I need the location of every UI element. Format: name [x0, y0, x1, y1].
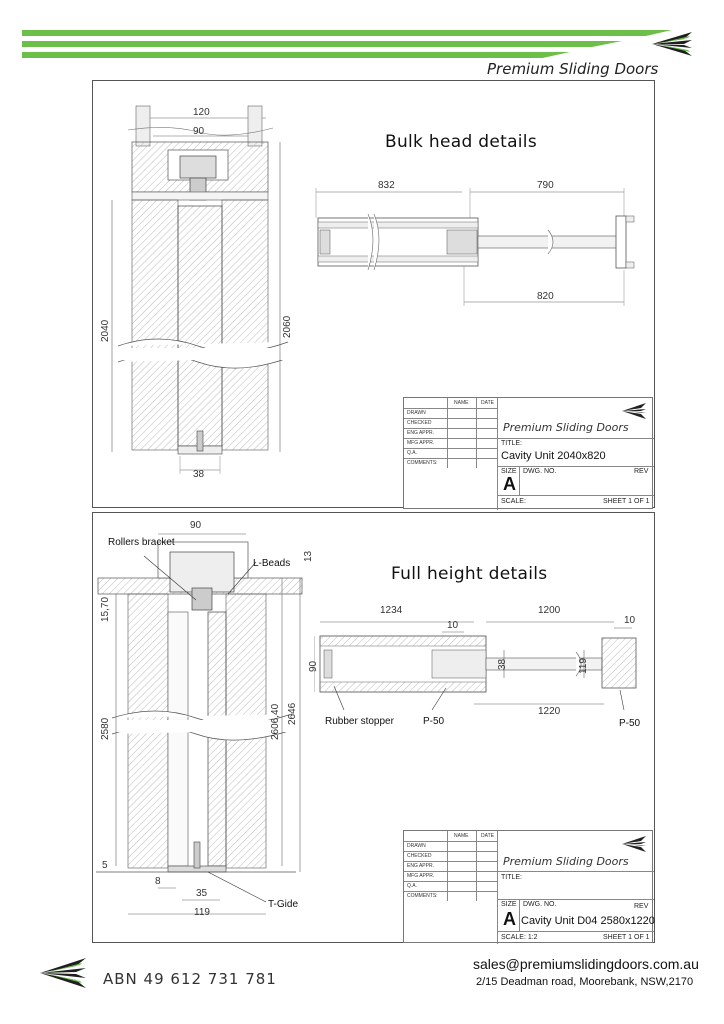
bh-dim-832: 832: [378, 180, 395, 191]
tb1-brand: Premium Sliding Doors: [503, 421, 629, 434]
bh-dim-790: 790: [537, 180, 554, 191]
tb2-logo-icon: [621, 835, 647, 853]
tb2-size-label: SIZE: [501, 901, 517, 908]
fh-dim-90: 90: [190, 520, 202, 531]
footer-email[interactable]: sales@premiumslidingdoors.com.au: [473, 956, 699, 972]
bulkhead-section-drawing: [98, 96, 313, 481]
fh-dim-35: 35: [196, 888, 208, 899]
label-p50-right: P-50: [619, 718, 641, 729]
fh-dim-8: 8: [155, 876, 161, 887]
tb1-scale: SCALE:: [501, 498, 526, 505]
tb2-row-eng: ENG APPR.: [407, 863, 434, 869]
titleblock-1: [403, 397, 653, 509]
fh-dim-2606-40: 2606,40: [270, 703, 281, 740]
label-rollers-bracket: Rollers bracket: [108, 537, 175, 548]
tb2-size: A: [503, 909, 516, 929]
header-brand: Premium Sliding Doors: [487, 60, 659, 78]
header-stripe-mid: [22, 41, 622, 47]
header-stripe-low: [22, 52, 570, 58]
tb2-brand: Premium Sliding Doors: [503, 855, 629, 868]
tb2-row-comments: COMMENTS:: [407, 893, 438, 899]
tb1-row-mfg: MFG APPR.: [407, 440, 435, 446]
tb1-col-name: NAME: [454, 400, 469, 406]
bulkhead-heading: Bulk head details: [385, 132, 537, 152]
fh-dim-2580: 2580: [100, 717, 111, 740]
tb1-size: A: [503, 474, 516, 494]
header-stripe-top: [22, 30, 672, 36]
fh-dim-15-70: 15,70: [100, 596, 111, 622]
tb2-row-drawn: DRAWN: [407, 843, 426, 849]
fh-dim-90-plan: 90: [308, 660, 319, 672]
fh-dim-1220: 1220: [538, 706, 561, 717]
fh-dim-10-left: 10: [447, 620, 459, 631]
tb1-row-comments: COMMENTS:: [407, 460, 438, 466]
bh-dim-2060: 2060: [282, 315, 293, 338]
tb2-title-label: TITLE:: [501, 874, 523, 881]
label-l-beads: L-Beads: [253, 558, 291, 569]
tb1-row-drawn: DRAWN: [407, 410, 426, 416]
tb2-sheet: SHEET 1 OF 1: [603, 934, 650, 941]
tb2-row-checked: CHECKED: [407, 853, 432, 859]
fh-dim-10-right: 10: [624, 615, 636, 626]
footer-abn: ABN 49 612 731 781: [103, 970, 277, 988]
bh-dim-38: 38: [193, 469, 205, 480]
bh-dim-2040: 2040: [100, 319, 111, 342]
tb2-rev-label: REV: [634, 903, 649, 910]
tb1-title: Cavity Unit 2040x820: [501, 450, 606, 462]
label-t-gide: T-Gide: [268, 899, 299, 910]
tb1-rev-label: REV: [634, 468, 649, 475]
fh-dim-119: 119: [194, 907, 210, 918]
tb2-row-qa: Q.A.: [407, 883, 418, 889]
footer-logo-icon: [38, 956, 88, 990]
tb2-col-name: NAME: [454, 833, 469, 839]
tb2-col-date: DATE: [481, 833, 494, 839]
fh-dim-38-plan: 38: [497, 658, 508, 670]
titleblock-2: [403, 830, 653, 943]
label-p50-left: P-50: [423, 716, 445, 727]
tb2-row-mfg: MFG APPR.: [407, 873, 435, 879]
fh-dim-1200: 1200: [538, 605, 561, 616]
fh-dim-1234: 1234: [380, 605, 403, 616]
tb1-row-checked: CHECKED: [407, 420, 432, 426]
label-rubber-stopper: Rubber stopper: [325, 716, 394, 727]
tb2-title: Cavity Unit D04 2580x1220: [521, 915, 655, 927]
bulkhead-plan-drawing: [312, 178, 647, 308]
footer-address: 2/15 Deadman road, Moorebank, NSW,2170: [476, 976, 694, 988]
fh-dim-119-plan: 119: [578, 658, 589, 674]
fh-dim-5: 5: [102, 860, 108, 871]
tb1-row-eng: ENG APPR.: [407, 430, 434, 436]
tb1-row-qa: Q.A.: [407, 450, 418, 456]
tb2-scale: SCALE: 1:2: [501, 934, 538, 941]
tb1-col-date: DATE: [481, 400, 494, 406]
fh-dim-2646: 2646: [287, 702, 298, 725]
bh-dim-820: 820: [537, 291, 554, 302]
tb1-logo-icon: [621, 402, 647, 420]
tb1-sheet: SHEET 1 OF 1: [603, 498, 650, 505]
tb2-dwg-label: DWG. NO.: [523, 901, 557, 908]
fullheight-heading: Full height details: [391, 564, 548, 584]
brand-logo-icon: [650, 30, 694, 58]
fh-dim-13: 13: [303, 550, 314, 562]
bh-dim-90: 90: [193, 126, 205, 137]
fullheight-plan-drawing: [314, 610, 649, 725]
bh-dim-120: 120: [193, 107, 210, 118]
tb1-dwg-label: DWG. NO.: [523, 468, 557, 475]
tb1-size-label: SIZE: [501, 468, 517, 475]
tb1-title-label: TITLE:: [501, 440, 523, 447]
